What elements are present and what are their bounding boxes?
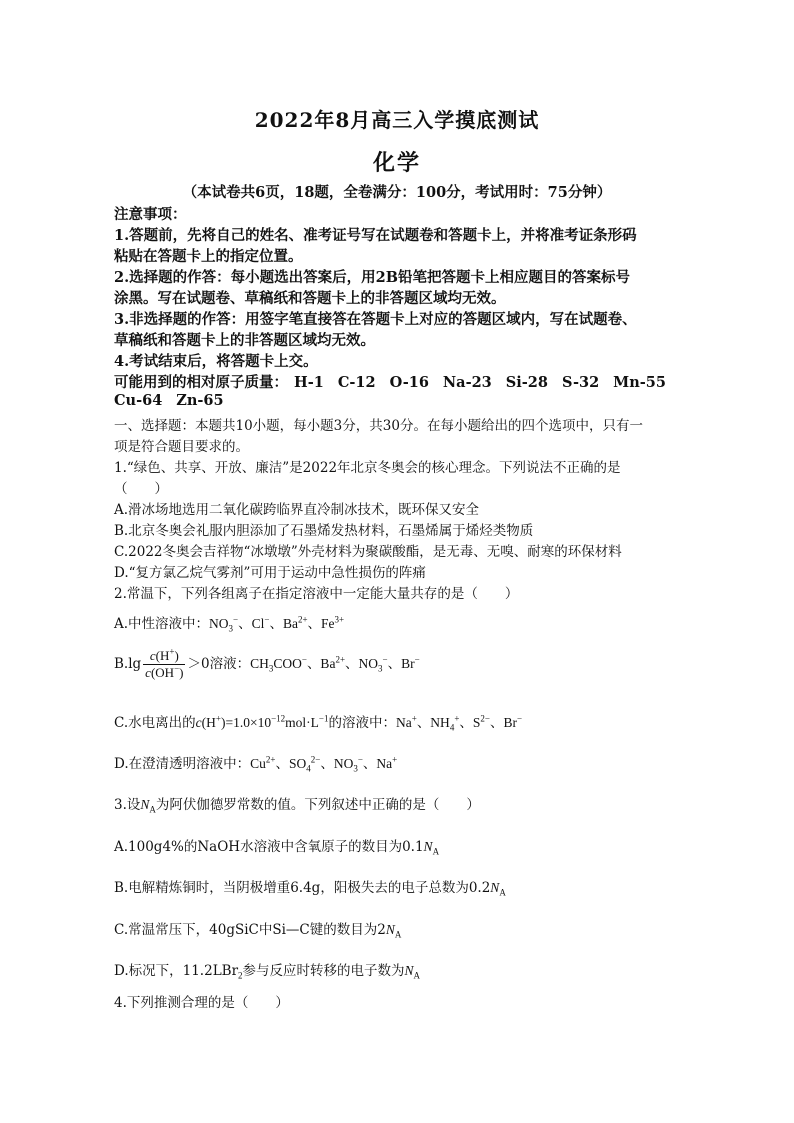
atomic-mass: C-12 xyxy=(337,374,376,391)
atomic-mass: O-16 xyxy=(389,374,429,391)
q4-stem: 4.下列推测合理的是（ ） xyxy=(114,995,289,1011)
q2-d-label: D.在澄清透明溶液中： xyxy=(114,756,251,772)
avogadro-symbol: $N_A$ xyxy=(423,839,440,857)
q2-c-label: C.水电离出的 xyxy=(114,715,196,731)
atomic-masses-cont xyxy=(114,392,684,409)
q1-option-c: C.2022冬奥会吉祥物“冰墩墩”外壳材料为聚碳酸酯，是无毒、无嗅、耐寒的环保材料 xyxy=(114,544,622,560)
note-line: 3.非选择题的作答：用签字笔直接答在答题卡上对应的答题区域内，写在试题卷、 xyxy=(114,311,637,328)
note-line: 草稿纸和答题卡上的非答题区域均无效。 xyxy=(114,332,375,349)
q3-stem-pre: 3.设 xyxy=(114,797,141,813)
q2-b-fraction: $\frac{c(H^+)}{c(OH^-)}$ xyxy=(145,646,184,680)
avogadro-symbol: $N_A$ xyxy=(490,880,506,898)
subject-title: 化学 xyxy=(372,150,421,176)
note-line: 2.选择题的作答：每小题选出答案后，用2B铅笔把答题卡上相应题目的答案标号 xyxy=(114,269,630,286)
avogadro-symbol: $N_A$ xyxy=(385,922,402,940)
q2-d-ions: $Cu^{2+}$、$SO_4^{2-}$、$NO_3^-$、Na+ xyxy=(250,754,398,774)
q1-stem: 1.“绿色、共享、开放、廉洁”是2022年北京冬奥会的核心理念。下列说法不正确的是 xyxy=(114,460,621,476)
note-line: 涂黑。写在试题卷、草稿纸和答题卡上的非答题区域均无效。 xyxy=(114,290,506,307)
q3-a-text: A.100g4%的NaOH水溶液中含氧原子的数目为0.1 xyxy=(114,839,424,855)
atomic-masses xyxy=(114,371,684,392)
q3-option-c xyxy=(114,918,684,938)
q2-c-mid: 的溶液中： xyxy=(328,715,396,731)
q2-option-a xyxy=(114,612,684,632)
q1-option-b: B.北京冬奥会礼服内胆添加了石墨烯发热材料，石墨烯属于烯烃类物质 xyxy=(114,523,534,539)
q1-option-d: D.“复方氯乙烷气雾剂”可用于运动中急性损伤的阵痛 xyxy=(114,565,426,581)
q3-stem xyxy=(114,793,684,813)
q2-c-condition: $c(H^+)=1.0\times 10^{-12}mol\cdot L^{-1}$ xyxy=(195,713,329,730)
q3-d-text-pre: D.标况下，11.2LBr xyxy=(114,963,239,979)
q3-option-d: D.标况下，11.2LBr$_2$参与反应时转移的电子数为$N_A$ xyxy=(114,963,421,981)
q3-option-b xyxy=(114,876,684,896)
q3-d-text-post: 参与反应时转移的电子数为 xyxy=(242,963,405,979)
q2-b-mid: ＞0溶液： xyxy=(187,656,251,672)
section-intro: 一、选择题：本题共10小题，每小题3分，共30分。在每小题给出的四个选项中，只有一 xyxy=(114,418,643,434)
note-line: 4.考试结束后，将答题卡上交。 xyxy=(114,353,318,370)
section-intro-cont: 项是符合题目要求的。 xyxy=(114,439,249,455)
atomic-mass: Zn-65 xyxy=(176,392,224,409)
q3-c-text: C.常温常压下，40gSiC中Si—C键的数目为2 xyxy=(114,922,386,938)
atomic-mass: Na-23 xyxy=(442,374,492,391)
avogadro-symbol: $N_A$ xyxy=(140,797,156,815)
q2-b-label: B.lg xyxy=(114,656,142,672)
q2-b-ions: $CH_3COO^-$、$Ba^{2+}$、$NO_3^-$、Br− xyxy=(250,654,420,674)
avogadro-symbol: $N_A$ xyxy=(404,963,421,981)
q3-b-text: B.电解精炼铜时，当阴极增重6.4g，阳极失去的电子总数为0.2 xyxy=(114,880,491,896)
atomic-masses-label: 可能用到的相对原子质量： xyxy=(114,374,288,391)
q2-stem: 2.常温下，下列各组离子在指定溶液中一定能大量共存的是（ ） xyxy=(114,586,519,602)
atomic-mass: H-1 xyxy=(294,374,324,391)
atomic-mass: Cu-64 xyxy=(114,392,163,409)
atomic-mass: Mn-55 xyxy=(613,374,666,391)
q2-option-d xyxy=(114,752,684,772)
atomic-mass: Si-28 xyxy=(505,374,548,391)
q1-option-a: A.滑冰场地选用二氧化碳跨临界直冷制冰技术，既环保又安全 xyxy=(114,502,480,518)
note-line: 粘贴在答题卡上的指定位置。 xyxy=(114,248,303,265)
q2-option-b xyxy=(114,648,684,681)
exam-title: 2022年8月高三入学摸底测试 xyxy=(254,108,540,132)
atomic-mass: S-32 xyxy=(561,374,600,391)
q2-option-c xyxy=(114,711,684,731)
q3-stem-tail: 为阿伏伽德罗常数的值。下列叙述中正确的是（ ） xyxy=(155,797,480,813)
q2-c-ions: Na+、$NH_4^+$、$S^{2-}$、Br− xyxy=(395,713,523,733)
note-line: 1.答题前，先将自己的姓名、准考证号写在试题卷和答题卡上，并将准考证条形码 xyxy=(114,227,637,244)
q2-a-label: A.中性溶液中： xyxy=(114,616,210,632)
q1-blank: （ ） xyxy=(114,481,168,497)
q2-a-ions: $NO_3^-$、Cl−、$Ba^{2+}$、$Fe^{3+}$ xyxy=(209,614,345,634)
q3-option-a xyxy=(114,835,684,855)
notes-heading: 注意事项： xyxy=(114,206,187,223)
exam-info: （本试卷共6页，18题，全卷满分：100分，考试用时：75分钟） xyxy=(182,184,612,201)
